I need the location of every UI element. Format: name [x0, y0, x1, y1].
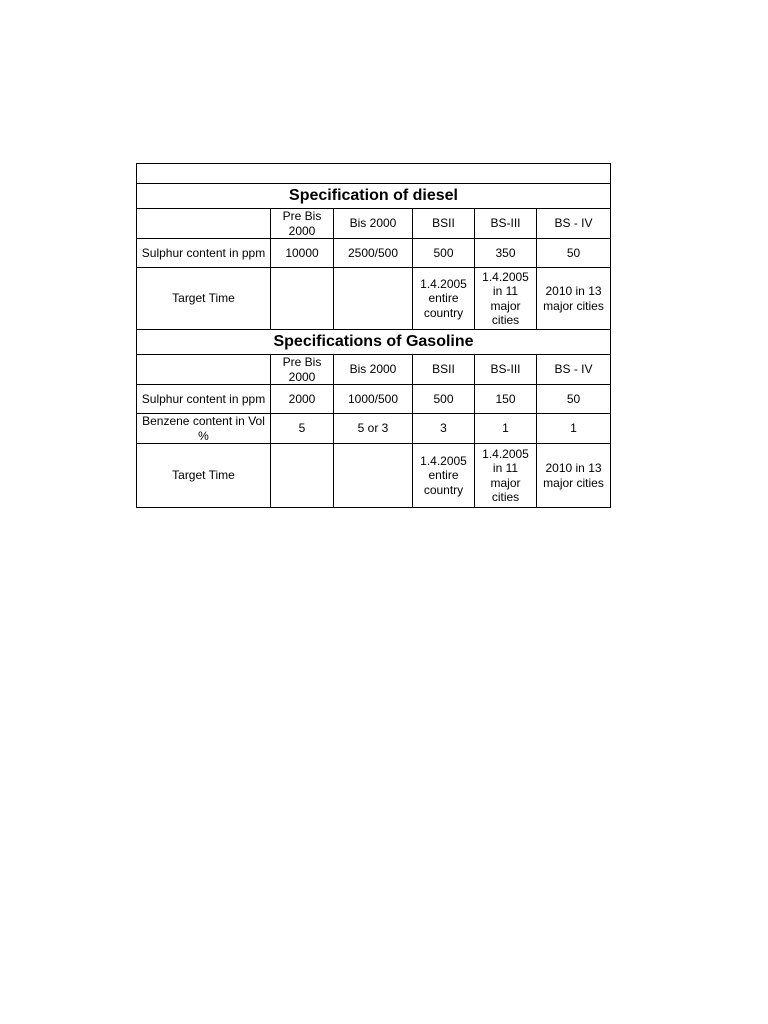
table-cell: 350 [475, 239, 537, 268]
diesel-target-time-row [137, 268, 611, 330]
column-header: BSII [413, 209, 475, 239]
diesel-sulphur-row [137, 239, 611, 268]
table-cell: 1 [475, 414, 537, 444]
table-cell: 500 [413, 385, 475, 414]
table-cell: 2010 in 13 major cities [537, 268, 611, 330]
gasoline-header-row [137, 355, 611, 385]
table-cell: 1.4.2005 in 11 major cities [475, 444, 537, 508]
table-cell [271, 444, 334, 508]
table-cell: 10000 [271, 239, 334, 268]
table-cell: 1.4.2005 entire country [413, 444, 475, 508]
column-header: Bis 2000 [334, 209, 413, 239]
table-cell: 500 [413, 239, 475, 268]
gasoline-title-row [137, 330, 611, 355]
row-label: Target Time [137, 444, 271, 508]
gasoline-title: Specifications of Gasoline [137, 330, 611, 355]
column-header: Pre Bis 2000 [271, 209, 334, 239]
blank-cell [137, 164, 611, 184]
column-header: BSII [413, 355, 475, 385]
column-header: BS-III [475, 355, 537, 385]
table-cell: 2500/500 [334, 239, 413, 268]
table-cell: 2000 [271, 385, 334, 414]
table-cell: 1 [537, 414, 611, 444]
table-cell: 3 [413, 414, 475, 444]
gasoline-sulphur-row [137, 385, 611, 414]
gasoline-benzene-row [137, 414, 611, 444]
table-cell: 5 [271, 414, 334, 444]
row-label: Sulphur content in ppm [137, 385, 271, 414]
column-header: BS - IV [537, 355, 611, 385]
table-cell [271, 268, 334, 330]
row-label: Sulphur content in ppm [137, 239, 271, 268]
table-cell: 5 or 3 [334, 414, 413, 444]
header-blank-cell [137, 209, 271, 239]
table-cell: 2010 in 13 major cities [537, 444, 611, 508]
table-cell: 1.4.2005 in 11 major cities [475, 268, 537, 330]
row-label: Benzene content in Vol % [137, 414, 271, 444]
column-header: BS - IV [537, 209, 611, 239]
gasoline-target-time-row [137, 444, 611, 508]
diesel-header-row [137, 209, 611, 239]
diesel-title: Specification of diesel [137, 184, 611, 209]
blank-row [137, 164, 611, 184]
column-header: BS-III [475, 209, 537, 239]
header-blank-cell [137, 355, 271, 385]
table-cell: 1.4.2005 entire country [413, 268, 475, 330]
table-cell [334, 268, 413, 330]
table-cell: 150 [475, 385, 537, 414]
fuel-specification-table [136, 163, 611, 508]
table-cell: 1000/500 [334, 385, 413, 414]
row-label: Target Time [137, 268, 271, 330]
table-cell: 50 [537, 385, 611, 414]
column-header: Pre Bis 2000 [271, 355, 334, 385]
column-header: Bis 2000 [334, 355, 413, 385]
table-cell [334, 444, 413, 508]
diesel-title-row [137, 184, 611, 209]
table-cell: 50 [537, 239, 611, 268]
